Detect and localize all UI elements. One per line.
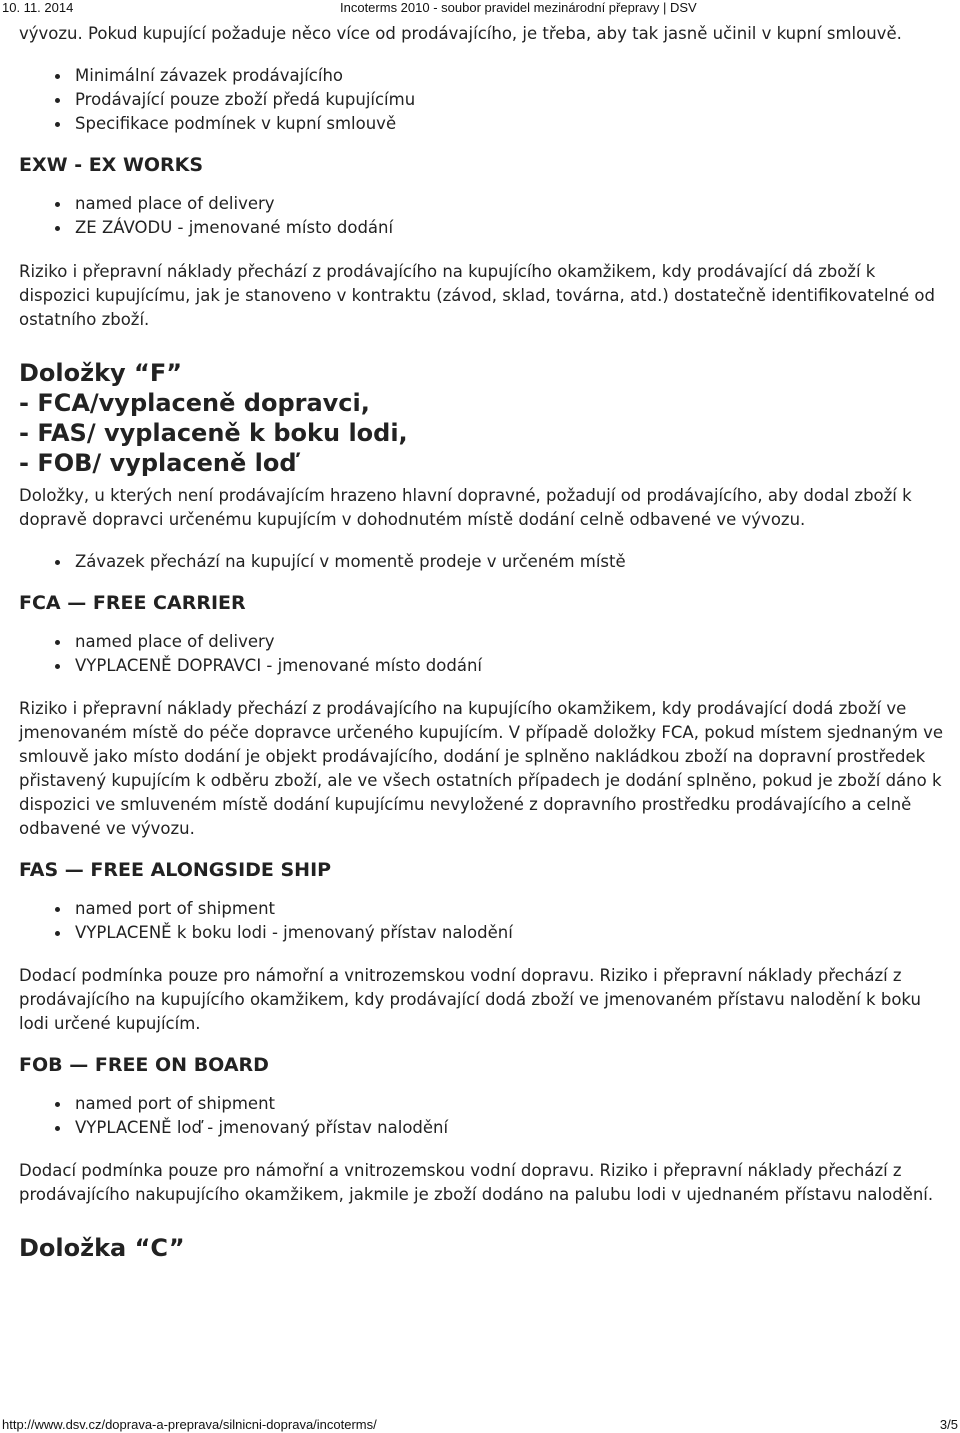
- intro-paragraph: vývozu. Pokud kupující požaduje něco více od prodávajícího, je třeba, aby tak jasně učinil v kupní smlouvě.: [19, 24, 902, 43]
- c-terms-heading: Doložka “C”: [19, 1234, 185, 1262]
- f-terms-fas: - FAS/ vyplaceně k boku lodi,: [19, 419, 408, 447]
- fas-heading: FAS — FREE ALONGSIDE SHIP: [19, 859, 332, 881]
- f-terms-list: [19, 550, 944, 574]
- list-item: VYPLACENĚ loď - jmenovaný přístav nalodění: [75, 1116, 944, 1140]
- list-item: named port of shipment: [75, 897, 944, 921]
- list-item: ZE ZÁVODU - jmenované místo dodání: [75, 216, 944, 240]
- f-terms-heading: [19, 358, 944, 478]
- fca-heading: FCA — FREE CARRIER: [19, 592, 246, 614]
- fca-list: [19, 630, 944, 678]
- page-number: 3/5: [939, 1417, 958, 1432]
- exw-heading: EXW - EX WORKS: [19, 154, 204, 176]
- fas-paragraph: Dodací podmínka pouze pro námořní a vnitrozemskou vodní dopravu. Riziko i přepravní náklady přechází z prodávajícího na kupujícího okamžikem, kdy prodávající dodá zboží ve jmenovaném přístavu nalodění k boku lodi určené kupujícím.: [19, 966, 921, 1033]
- list-item: Minimální závazek prodávajícího: [75, 64, 944, 88]
- list-item: Závazek přechází na kupující v momentě prodeje v určeném místě: [75, 550, 944, 574]
- list-item: named port of shipment: [75, 1092, 944, 1116]
- exw-paragraph: Riziko i přepravní náklady přechází z prodávajícího na kupujícího okamžikem, kdy prodávající dá zboží k dispozici kupujícímu, jak je stanoveno v kontraktu (závod, sklad, továrna, atd.) dostatečně identifikovatelné od ostatního zboží.: [19, 262, 935, 329]
- exw-list: [19, 192, 944, 240]
- fob-heading: FOB — FREE ON BOARD: [19, 1054, 269, 1076]
- fob-paragraph: Dodací podmínka pouze pro námořní a vnitrozemskou vodní dopravu. Riziko i přepravní náklady přechází z prodávajícího nakupujícího okamžikem, jakmile je zboží dodáno na palubu lodi v ujednaném přístavu nalodění.: [19, 1161, 934, 1204]
- page-url-link[interactable]: http://www.dsv.cz/doprava-a-preprava/silnicni-doprava/incoterms/: [2, 1417, 377, 1432]
- article-body: [19, 22, 944, 1263]
- fob-list: [19, 1092, 944, 1140]
- print-date: 10. 11. 2014: [2, 0, 74, 15]
- list-item: Prodávající pouze zboží předá kupujícímu: [75, 88, 944, 112]
- list-item: VYPLACENĚ DOPRAVCI - jmenované místo dodání: [75, 654, 944, 678]
- list-item: VYPLACENĚ k boku lodi - jmenovaný přístav nalodění: [75, 921, 944, 945]
- intro-list: [19, 64, 944, 136]
- fas-list: [19, 897, 944, 945]
- list-item: named place of delivery: [75, 192, 944, 216]
- print-title: Incoterms 2010 - soubor pravidel mezinárodní přepravy | DSV: [340, 0, 697, 15]
- f-terms-paragraph: Doložky, u kterých není prodávajícím hrazeno hlavní dopravné, požadují od prodávajícího, aby dodal zboží k dopravě dopravci určenému kupujícím v dohodnutém místě dodání celně odbavené ve vývozu.: [19, 486, 912, 529]
- list-item: named place of delivery: [75, 630, 944, 654]
- list-item: Specifikace podmínek v kupní smlouvě: [75, 112, 944, 136]
- print-header: [0, 0, 960, 16]
- print-footer: [0, 1417, 960, 1433]
- f-terms-fca: - FCA/vyplaceně dopravci,: [19, 389, 370, 417]
- f-terms-title: Doložky “F”: [19, 359, 182, 387]
- fca-paragraph: Riziko i přepravní náklady přechází z prodávajícího na kupujícího okamžikem, kdy prodávající dodá zboží ve jmenovaném místě do péče dopravce určeného kupujícím. V případě doložky FCA, pokud místem sjednaným ve smlouvě jako místo dodání je objekt prodávajícího, dodání je splněno nakládkou zboží na dopravní prostředek přistavený kupujícím k odběru zboží, ale ve všech ostatních případech je dodání splněno, pokud je zboží dáno k dispozici ve smluveném místě dodání kupujícímu nevyložené z dopravního prostředku prodávajícího a celně odbavené ve vývozu.: [19, 699, 944, 838]
- f-terms-fob: - FOB/ vyplaceně loď: [19, 449, 297, 477]
